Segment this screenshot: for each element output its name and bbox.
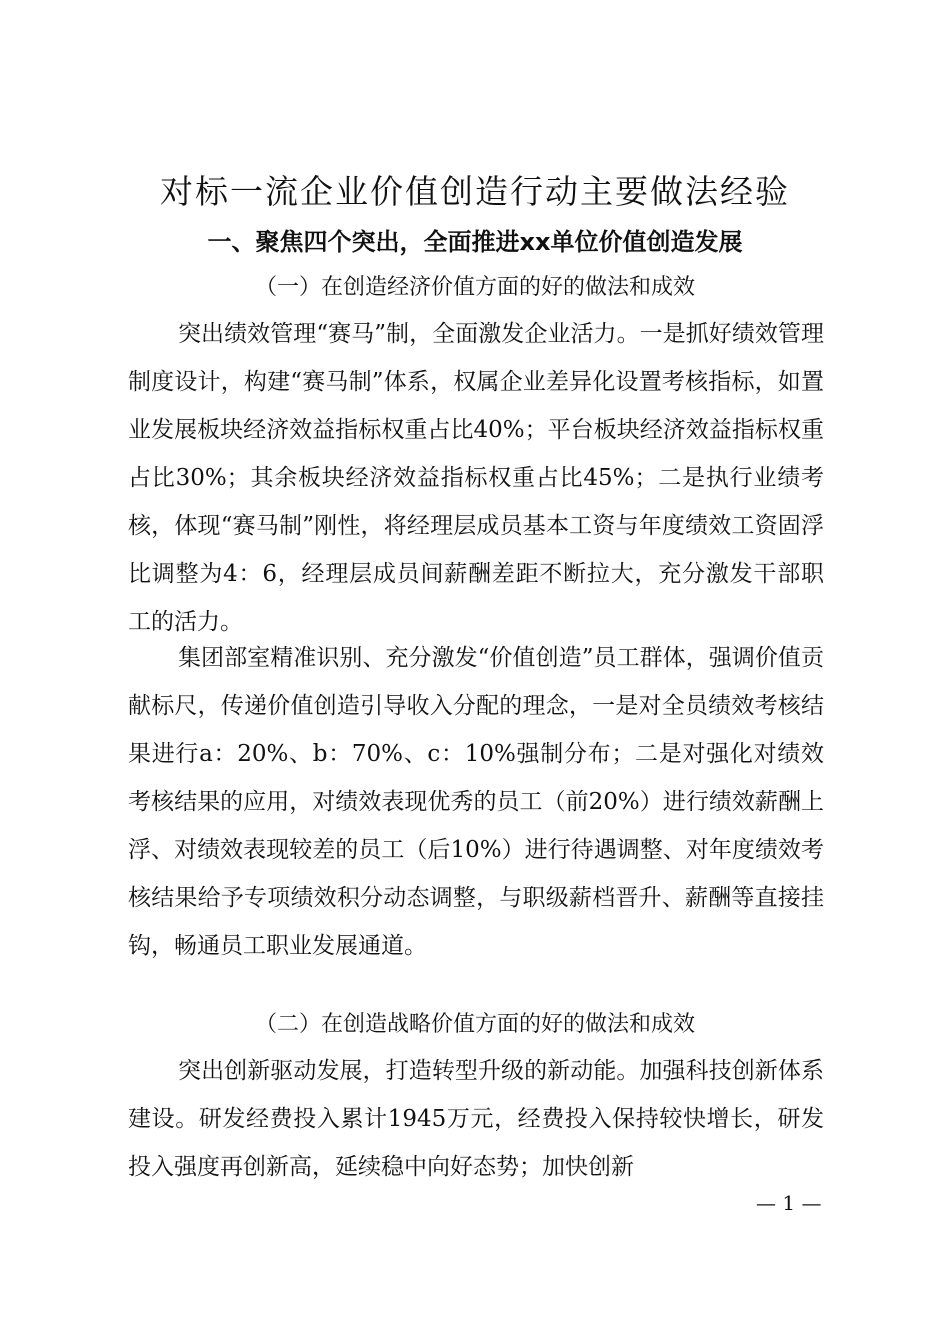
paragraph-value-creation-staff: 集团部室精准识别、充分激发“价值创造”员工群体，强调价值贡献标尺，传递价值创造引导收入分配的理念，一是对全员绩效考核结果进行a：20%、b：70%、c：10%强制分布；二是对强化对绩效考核结果的应用，对绩效表现优秀的员工（前20%）进行绩效薪酬上浮、对绩效表现较差的员工（后10%）进行待遇调整、对年度绩效考核结果给予专项绩效积分动态调整，与职级薪档晋升、薪酬等直接挂钩，畅通员工职业发展通道。: [128, 645, 824, 959]
subsection-heading-2: （二）在创造战略价值方面的好的做法和成效: [254, 1012, 695, 1037]
subsection-heading-1: （一）在创造经济价值方面的好的做法和成效: [254, 275, 695, 300]
page-number: — 1 —: [756, 1191, 822, 1215]
paragraph-performance-management: 突出绩效管理“赛马”制，全面激发企业活力。一是抓好绩效管理制度设计，构建“赛马制”体系，权属企业差异化设置考核指标，如置业发展板块经济效益指标权重占比40%；平台板块经济效益指标权重占比30%；其余板块经济效益指标权重占比45%；二是执行业绩考核，体现“赛马制”刚性，将经理层成员基本工资与年度绩效工资固浮比调整为4：6，经理层成员间薪酬差距不断拉大，充分激发干部职工的活力。: [128, 321, 824, 635]
document-title: 对标一流企业价值创造行动主要做法经验: [160, 172, 790, 211]
section-heading-1: 一、聚焦四个突出，全面推进xx单位价值创造发展: [207, 228, 743, 256]
paragraph-innovation-driven: 突出创新驱动发展，打造转型升级的新动能。加强科技创新体系建设。研发经费投入累计1945万元，经费投入保持较快增长，研发投入强度再创新高，延续稳中向好态势；加快创新: [128, 1058, 824, 1180]
